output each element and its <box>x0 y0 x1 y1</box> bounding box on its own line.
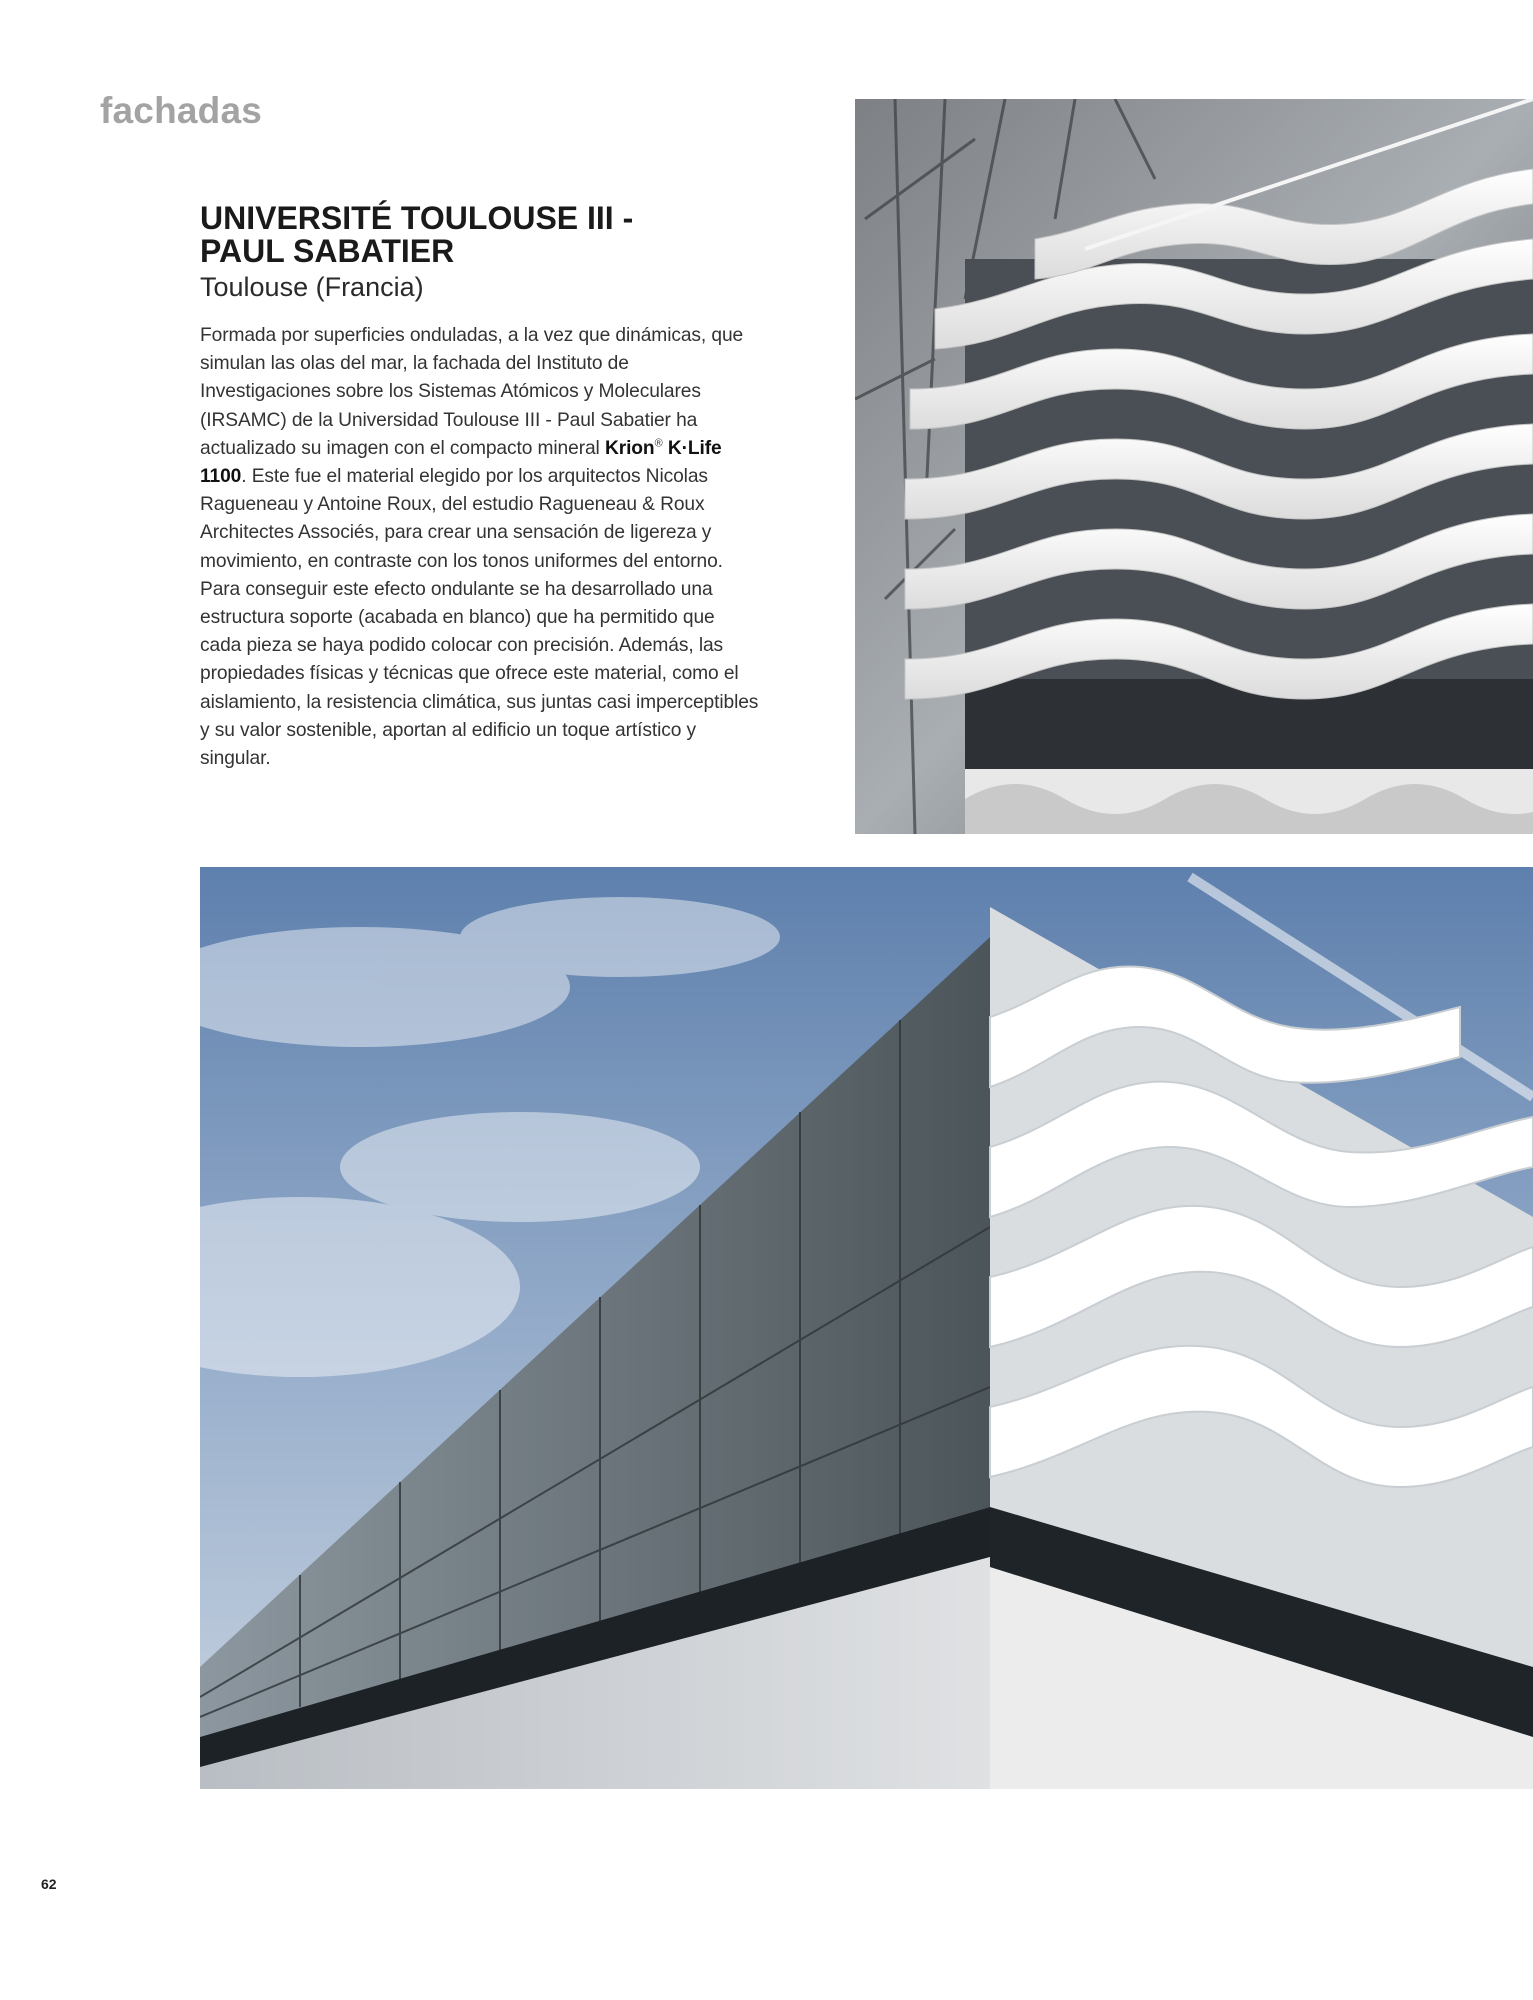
project-title-line-2: PAUL SABATIER <box>200 233 455 269</box>
registered-mark: ® <box>654 437 663 450</box>
body-text-intro: Formada por superficies onduladas, a la vez que dinámicas, que simulan las olas del mar, la fachada del Instituto de Investigaciones sobre los Sistemas Atómicos y Moleculares (IRSAMC) de la Universidad Toulouse III - Paul Sabatier ha actualizado su imagen con el compacto mineral <box>200 325 744 459</box>
project-title-line-1: UNIVERSITÉ TOULOUSE III - <box>200 200 634 236</box>
brand-name: Krion <box>604 437 655 459</box>
body-text-rest: . Este fue el material elegido por los arquitectos Nicolas Ragueneau y Antoine Roux, del estudio Ragueneau & Roux Architectes Associés, para crear una sensación de ligereza y movimiento, en contraste con los tonos uniformes del entorno. Para conseguir este efecto ondulante se ha desarrollado una estructura soporte (acabada en blanco) que ha permitido que cada pieza se haya podido colocar con precisión. Además, las propiedades físicas y técnicas que ofrece este material, como el aislamiento, la resistencia climática, sus juntas casi imperceptibles y su valor sostenible, aportan al edificio un toque artístico y singular. <box>200 466 759 770</box>
product-name: K·Life 1100 <box>200 437 722 488</box>
building-perspective-photo <box>200 867 1533 1789</box>
body-paragraph <box>200 322 760 773</box>
facade-closeup-photo <box>855 99 1533 834</box>
section-label: fachadas <box>100 90 263 131</box>
page-number: 62 <box>41 1876 57 1892</box>
project-title <box>200 202 760 268</box>
project-location: Toulouse (Francia) <box>200 272 424 302</box>
